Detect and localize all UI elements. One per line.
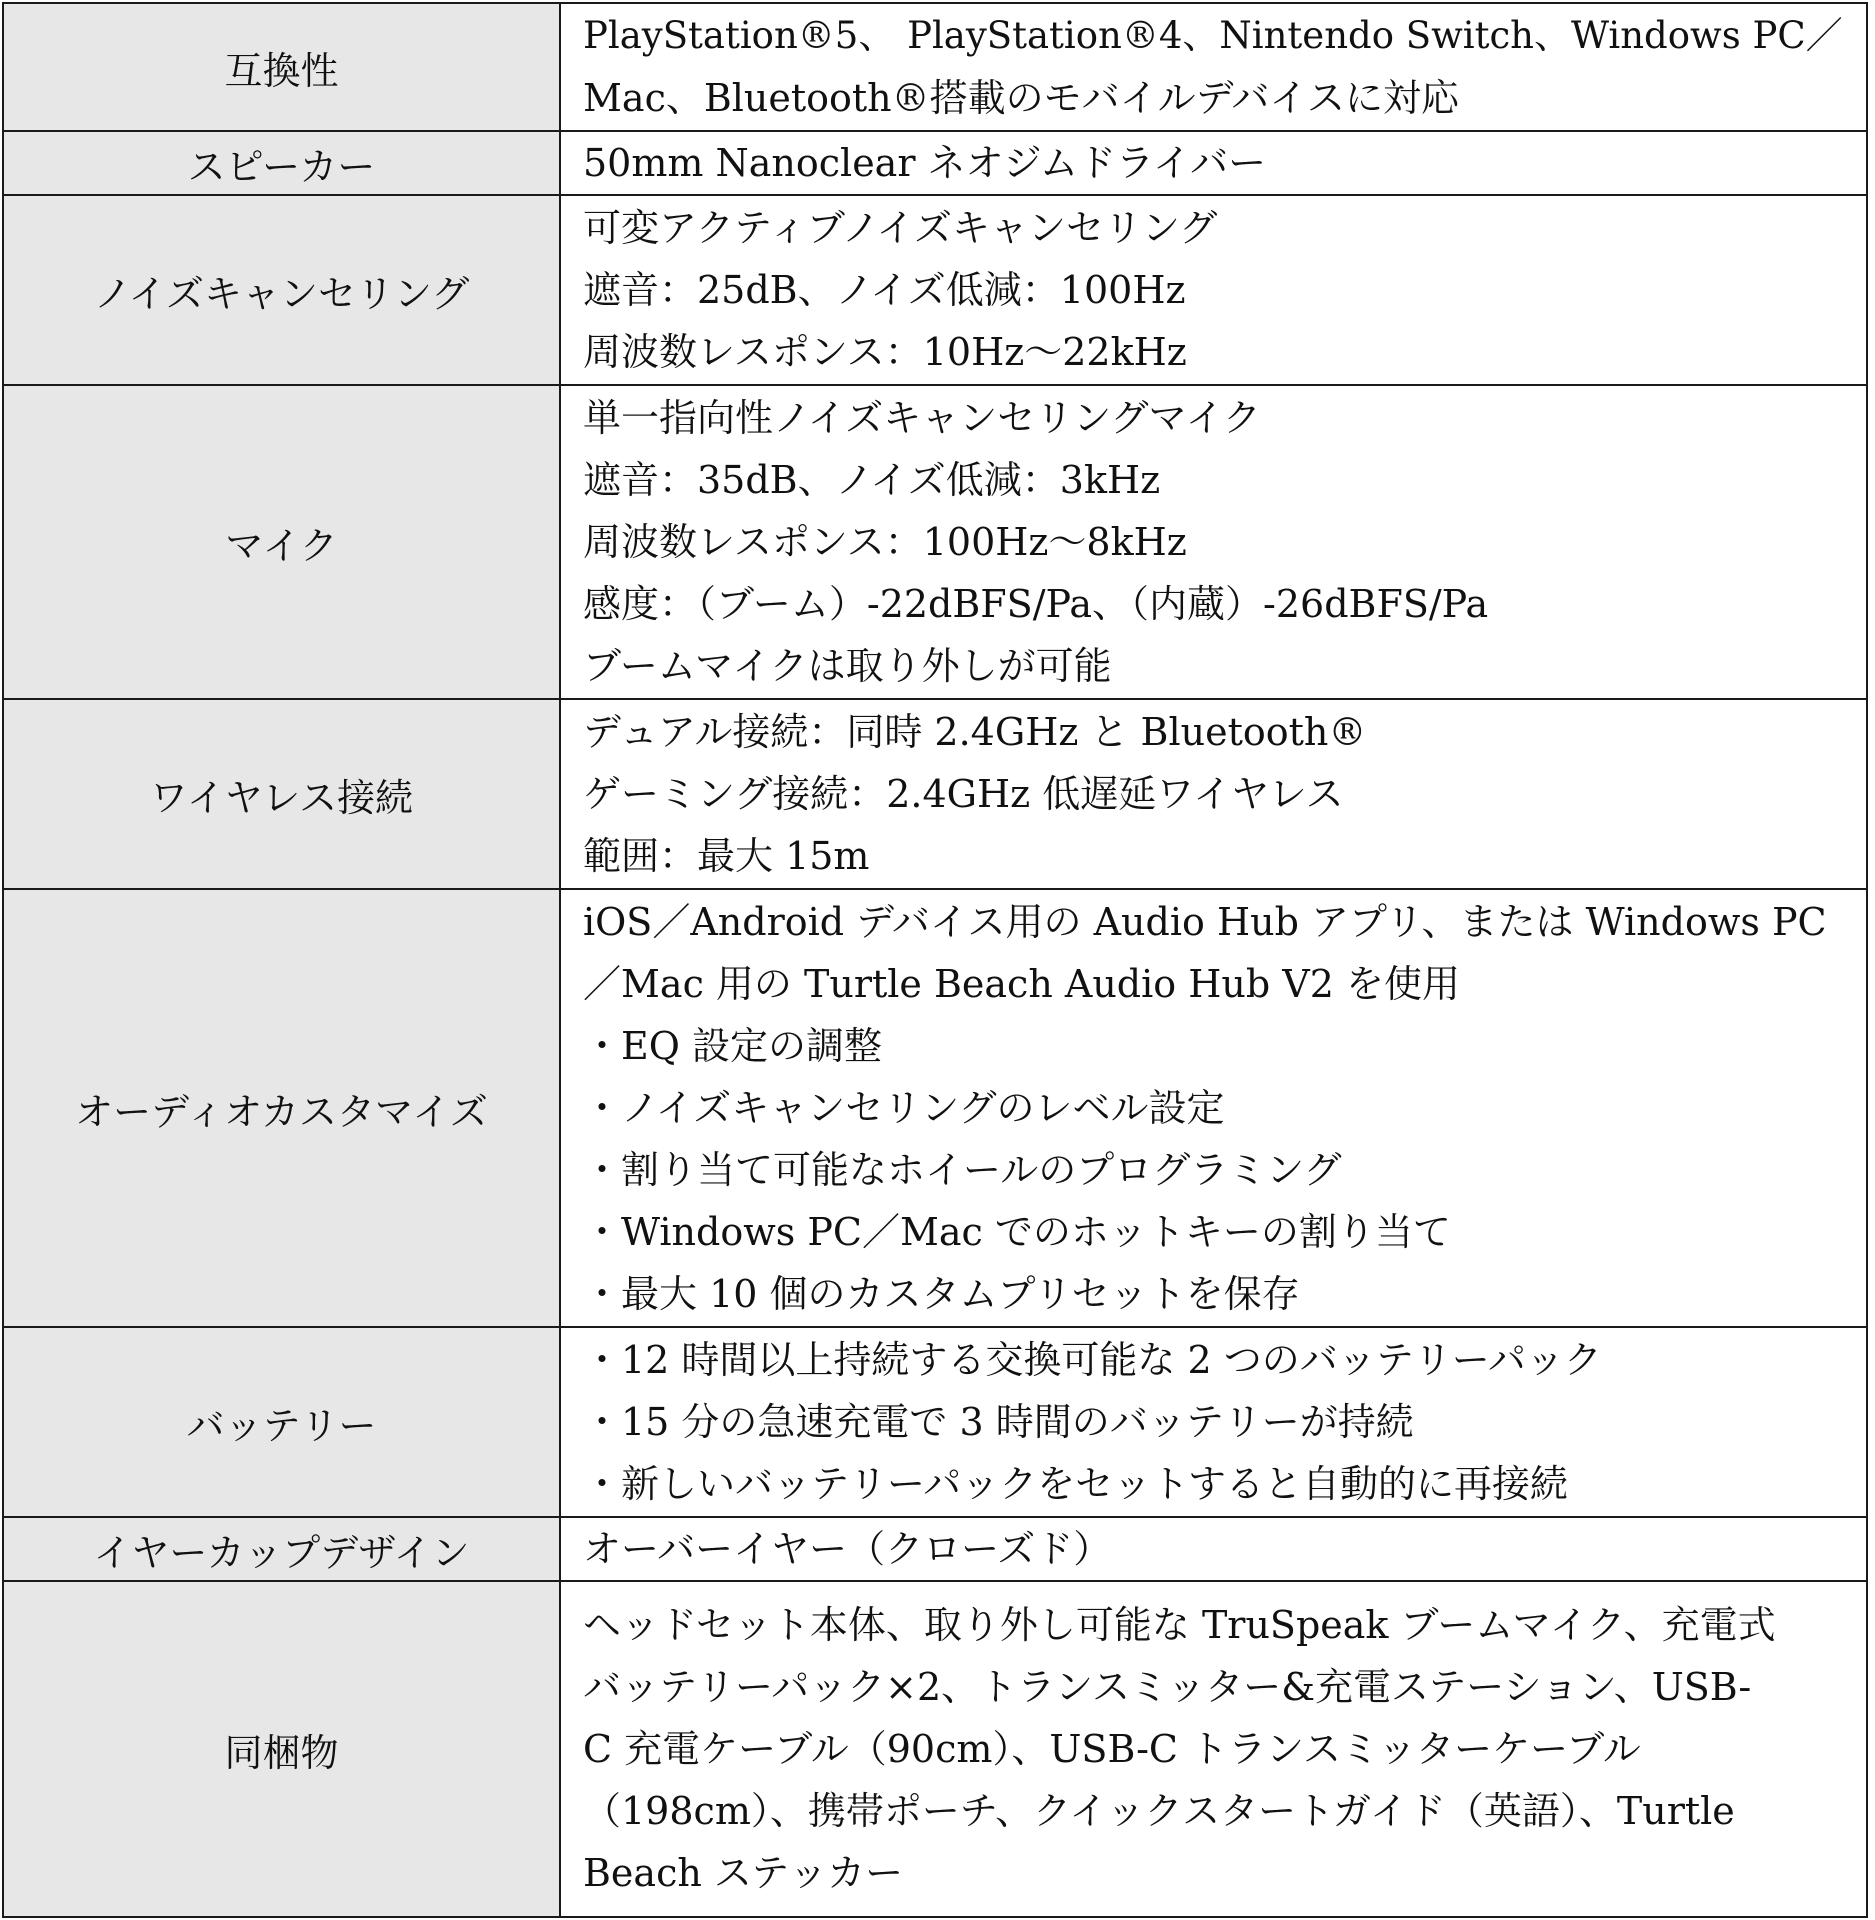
spec-line: PlayStation®5、 PlayStation®4、Nintendo Switch、Windows PC／ <box>583 14 1843 57</box>
spec-line: 範囲：最大 15m <box>583 834 870 878</box>
spec-value-speaker <box>560 131 1867 195</box>
spec-label-battery: バッテリー <box>3 1327 560 1517</box>
spec-label-earcup-design: イヤーカップデザイン <box>3 1517 560 1581</box>
spec-line: C 充電ケーブル（90cm）、USB-C トランスミッターケーブル <box>583 1727 1641 1771</box>
spec-label-package-contents: 同梱物 <box>3 1581 560 1917</box>
spec-line: ・新しいバッテリーパックをセットすると自動的に再接続 <box>583 1462 1568 1506</box>
spec-row-microphone <box>3 385 1867 699</box>
spec-line: バッテリーパック×2、トランスミッター&充電ステーション、USB- <box>583 1665 1752 1709</box>
spec-value-noise-cancelling <box>560 195 1867 385</box>
spec-value-wireless <box>560 699 1867 889</box>
spec-row-earcup-design <box>3 1517 1867 1581</box>
spec-line: ・EQ 設定の調整 <box>583 1024 882 1068</box>
spec-value-microphone <box>560 385 1867 699</box>
spec-line: ・割り当て可能なホイールのプログラミング <box>583 1148 1342 1192</box>
spec-row-compatibility <box>3 3 1867 131</box>
spec-row-audio-customize <box>3 889 1867 1327</box>
spec-line: ・Windows PC／Mac でのホットキーの割り当て <box>583 1210 1451 1254</box>
spec-line: 感度：（ブーム）-22dBFS/Pa、（内蔵）-26dBFS/Pa <box>583 582 1489 626</box>
spec-label-speaker: スピーカー <box>3 131 560 195</box>
spec-value-battery <box>560 1327 1867 1517</box>
spec-line: ヘッドセット本体、取り外し可能な TruSpeak ブームマイク、充電式 <box>583 1603 1776 1647</box>
spec-line: 50mm Nanoclear ネオジムドライバー <box>583 141 1267 185</box>
spec-value-compatibility <box>560 3 1867 131</box>
spec-row-package-contents <box>3 1581 1867 1917</box>
spec-line: ゲーミング接続：2.4GHz 低遅延ワイヤレス <box>583 772 1344 816</box>
spec-line: ・最大 10 個のカスタムプリセットを保存 <box>583 1272 1300 1316</box>
spec-value-earcup-design <box>560 1517 1867 1581</box>
spec-label-compatibility: 互換性 <box>3 3 560 131</box>
spec-row-noise-cancelling <box>3 195 1867 385</box>
spec-line: ・12 時間以上持続する交換可能な 2 つのバッテリーパック <box>583 1338 1602 1382</box>
spec-line: （198cm）、携帯ポーチ、クイックスタートガイド（英語）、Turtle <box>583 1789 1735 1833</box>
spec-line: 遮音：35dB、ノイズ低減：3kHz <box>583 458 1161 502</box>
spec-line: Mac、Bluetooth®搭載のモバイルデバイスに対応 <box>583 76 1459 120</box>
spec-line: ／Mac 用の Turtle Beach Audio Hub V2 を使用 <box>583 962 1460 1006</box>
spec-table <box>2 2 1868 1918</box>
spec-line: 単一指向性ノイズキャンセリングマイク <box>583 396 1261 440</box>
spec-value-package-contents <box>560 1581 1867 1917</box>
spec-label-noise-cancelling: ノイズキャンセリング <box>3 195 560 385</box>
spec-table-body <box>3 3 1867 1917</box>
spec-line: オーバーイヤー（クローズド） <box>583 1527 1112 1571</box>
spec-line: 周波数レスポンス：100Hz～8kHz <box>583 520 1187 564</box>
spec-label-audio-customize: オーディオカスタマイズ <box>3 889 560 1327</box>
spec-line: Beach ステッカー <box>583 1851 904 1895</box>
spec-line: 可変アクティブノイズキャンセリング <box>583 206 1218 250</box>
spec-row-battery <box>3 1327 1867 1517</box>
spec-label-wireless: ワイヤレス接続 <box>3 699 560 889</box>
spec-line: ・15 分の急速充電で 3 時間のバッテリーが持続 <box>583 1400 1414 1444</box>
spec-row-speaker <box>3 131 1867 195</box>
spec-label-microphone: マイク <box>3 385 560 699</box>
spec-line: ・ノイズキャンセリングのレベル設定 <box>583 1086 1225 1130</box>
spec-value-audio-customize <box>560 889 1867 1327</box>
spec-row-wireless <box>3 699 1867 889</box>
spec-line: 周波数レスポンス：10Hz～22kHz <box>583 330 1187 374</box>
spec-line: デュアル接続：同時 2.4GHz と Bluetooth® <box>583 710 1367 754</box>
spec-line: iOS／Android デバイス用の Audio Hub アプリ、または Windows PC <box>583 900 1827 944</box>
spec-line: 遮音：25dB、ノイズ低減：100Hz <box>583 268 1186 312</box>
spec-line: ブームマイクは取り外しが可能 <box>583 644 1112 688</box>
